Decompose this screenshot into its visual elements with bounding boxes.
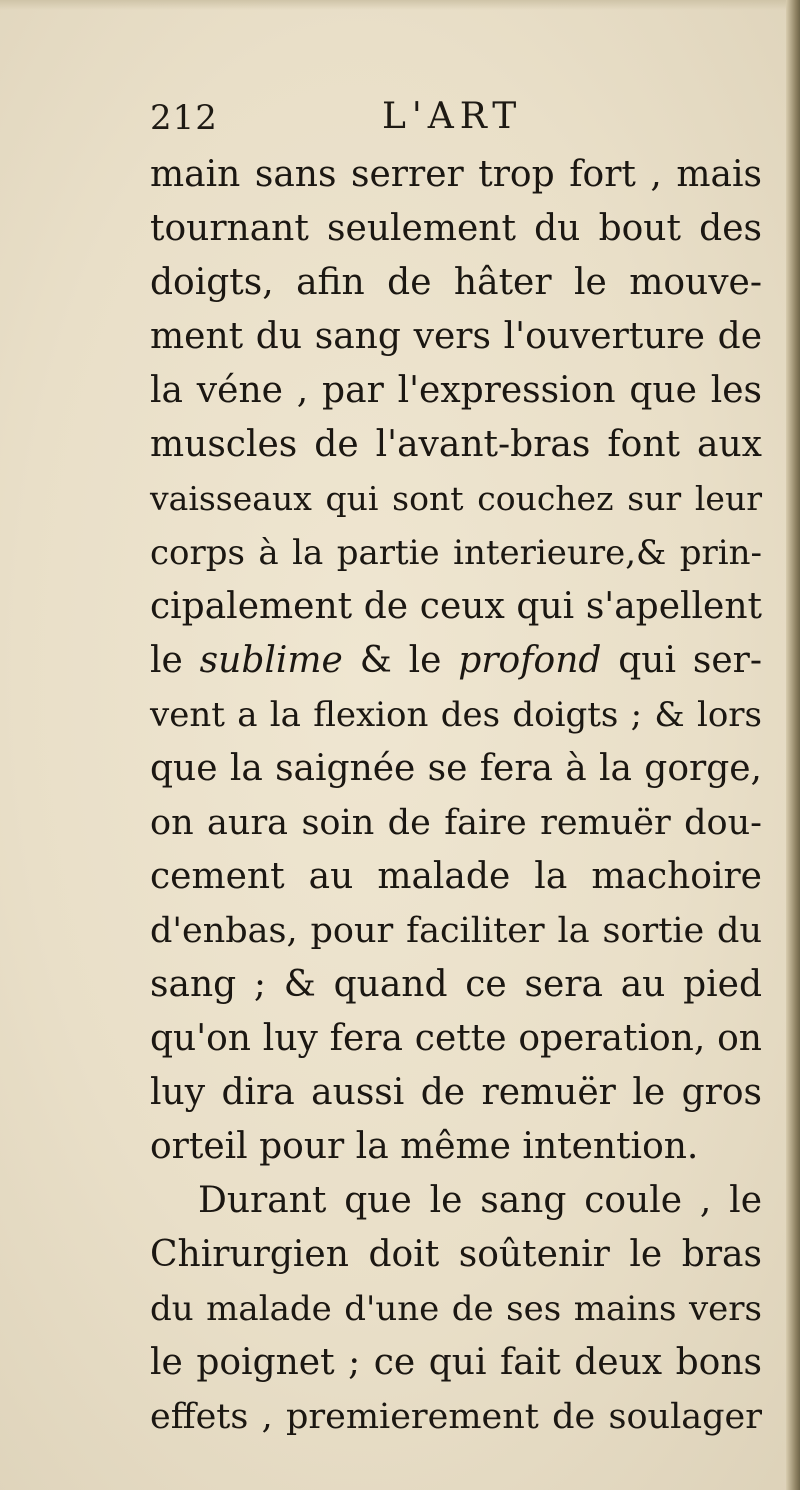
text-line-15: d'enbas, pour faciliter la sortie du xyxy=(150,911,762,951)
text-line-16: sang ; & quand ce sera au pied xyxy=(150,964,762,1005)
text-line-20: Durant que le sang coule , le xyxy=(198,1180,762,1221)
text-line-23: le poignet ; ce qui fait deux bons xyxy=(150,1342,762,1383)
text-segment: & xyxy=(359,640,392,681)
text-line-19: orteil pour la même intention. xyxy=(150,1126,699,1167)
page-gutter-edge xyxy=(786,0,800,1490)
text-line-1: main sans serrer trop fort , mais xyxy=(150,154,762,195)
text-line-24: effets , premierement de soulager xyxy=(150,1397,762,1437)
text-line-6: muscles de l'avant-bras font aux xyxy=(150,424,762,465)
body-text xyxy=(150,148,762,1444)
text-line-4: ment du sang vers l'ouverture de xyxy=(150,316,762,357)
text-line-3: doigts, afin de hâter le mouve- xyxy=(150,262,762,303)
italic-term-profond: profond xyxy=(458,640,602,681)
text-line-2: tournant seulement du bout des xyxy=(150,208,762,249)
text-line-22: du malade d'une de ses mains vers xyxy=(150,1289,762,1329)
running-head: L'ART xyxy=(382,96,523,137)
text-segment: le xyxy=(150,640,183,681)
text-line-21: Chirurgien doit soûtenir le bras xyxy=(150,1234,762,1275)
text-line-7: vaisseaux qui sont couchez sur leur xyxy=(150,479,762,518)
text-segment: qui ser- xyxy=(618,640,762,681)
text-line-9: cipalement de ceux qui s'apellent xyxy=(150,586,762,627)
text-line-13: on aura soin de faire remuër dou- xyxy=(150,803,762,843)
text-segment: le xyxy=(408,640,442,681)
page-number: 212 xyxy=(150,98,218,138)
text-line-12: que la saignée se fera à la gorge, xyxy=(150,748,762,789)
page-top-edge xyxy=(0,0,800,10)
page-header xyxy=(150,92,570,148)
text-line-17: qu'on luy fera cette operation, on xyxy=(150,1018,762,1059)
text-line-14: cement au malade la machoire xyxy=(150,856,762,897)
text-line-5: la véne , par l'expression que les xyxy=(150,370,762,411)
text-line-11: vent a la flexion des doigts ; & lors xyxy=(150,695,762,735)
text-line-10 xyxy=(150,634,762,688)
text-line-8: corps à la partie interieure,& prin- xyxy=(150,533,762,573)
text-line-18: luy dira aussi de remuër le gros xyxy=(150,1072,762,1113)
italic-term-sublime: sublime xyxy=(199,640,343,681)
